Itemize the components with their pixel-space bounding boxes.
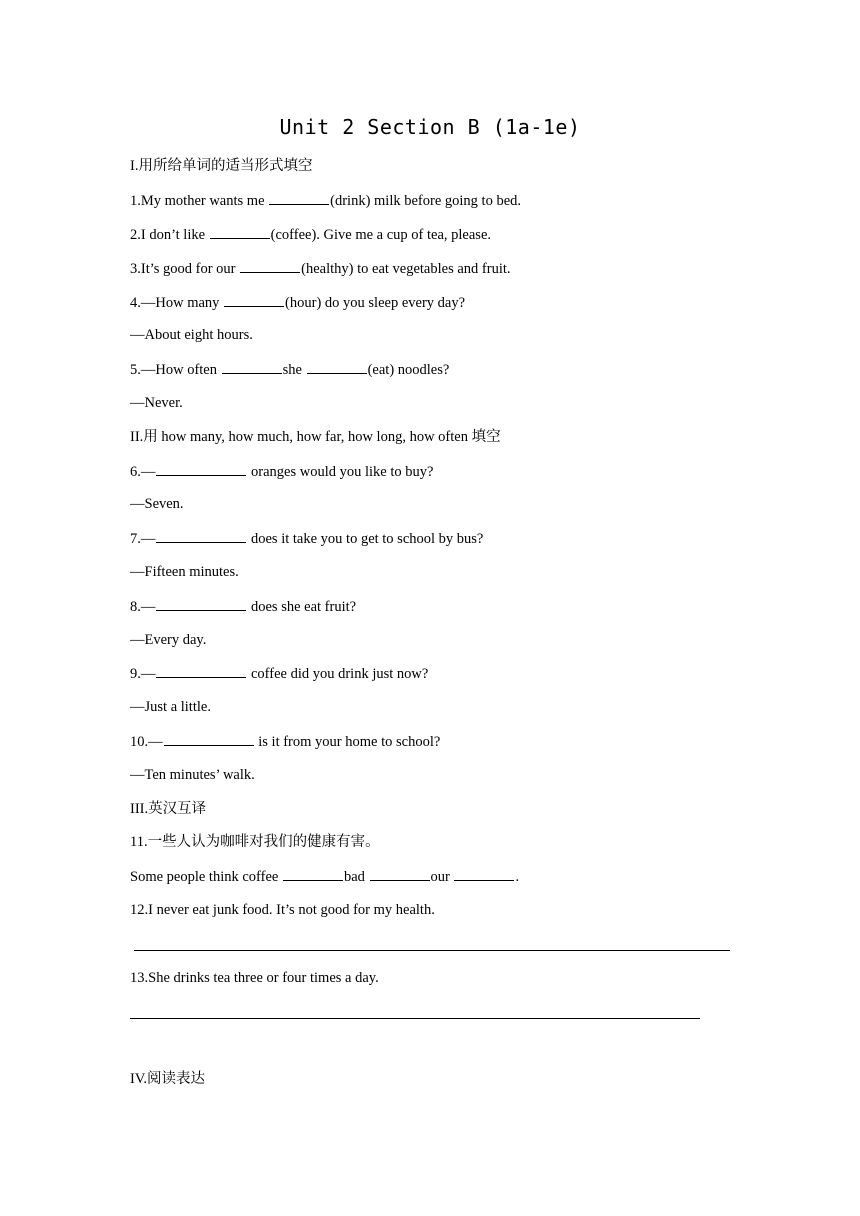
question-6: 6.— oranges would you like to buy? [130, 461, 433, 482]
question-8-answer: —Every day. [130, 632, 207, 648]
answer-blank[interactable] [283, 866, 343, 881]
answer-blank[interactable] [224, 292, 284, 307]
question-13-prompt: 13.She drinks tea three or four times a day. [130, 970, 379, 986]
question-1: 1.My mother wants me (drink) milk before going to bed. [130, 190, 521, 211]
answer-blank[interactable] [222, 359, 282, 374]
question-4-answer: —About eight hours. [130, 327, 253, 343]
question-8: 8.— does she eat fruit? [130, 596, 356, 617]
answer-blank[interactable] [454, 866, 514, 881]
question-10: 10.— is it from your home to school? [130, 731, 440, 752]
question-3: 3.It’s good for our (healthy) to eat vegetables and fruit. [130, 258, 511, 279]
answer-blank[interactable] [156, 528, 246, 543]
answer-blank[interactable] [156, 461, 246, 476]
answer-line[interactable] [130, 1018, 700, 1019]
question-9-answer: —Just a little. [130, 699, 211, 715]
answer-blank[interactable] [240, 258, 300, 273]
question-9: 9.— coffee did you drink just now? [130, 663, 428, 684]
answer-line[interactable] [134, 950, 730, 951]
answer-blank[interactable] [370, 866, 430, 881]
question-5: 5.—How often she (eat) noodles? [130, 359, 449, 380]
section-heading-3: III.英汉互译 [130, 801, 207, 817]
question-11: Some people think coffee bad our . [130, 866, 519, 887]
section-heading-1: I.用所给单词的适当形式填空 [130, 158, 313, 174]
question-10-answer: —Ten minutes’ walk. [130, 767, 255, 783]
question-12-prompt: 12.I never eat junk food. It’s not good for my health. [130, 902, 435, 918]
answer-blank[interactable] [269, 190, 329, 205]
question-2: 2.I don’t like (coffee). Give me a cup of tea, please. [130, 224, 491, 245]
question-4: 4.—How many (hour) do you sleep every day? [130, 292, 465, 313]
page-title: Unit 2 Section B (1a-1e) [279, 115, 581, 139]
section-heading-2: II.用 how many, how much, how far, how long, how often 填空 [130, 429, 501, 445]
answer-blank[interactable] [156, 663, 246, 678]
question-7-answer: —Fifteen minutes. [130, 564, 239, 580]
question-11-prompt: 11.一些人认为咖啡对我们的健康有害。 [130, 834, 380, 850]
answer-blank[interactable] [307, 359, 367, 374]
answer-blank[interactable] [210, 224, 270, 239]
answer-blank[interactable] [164, 731, 254, 746]
answer-blank[interactable] [156, 596, 246, 611]
question-7: 7.— does it take you to get to school by bus? [130, 528, 483, 549]
section-heading-4: IV.阅读表达 [130, 1071, 206, 1087]
question-5-answer: —Never. [130, 395, 183, 411]
question-6-answer: —Seven. [130, 496, 184, 512]
